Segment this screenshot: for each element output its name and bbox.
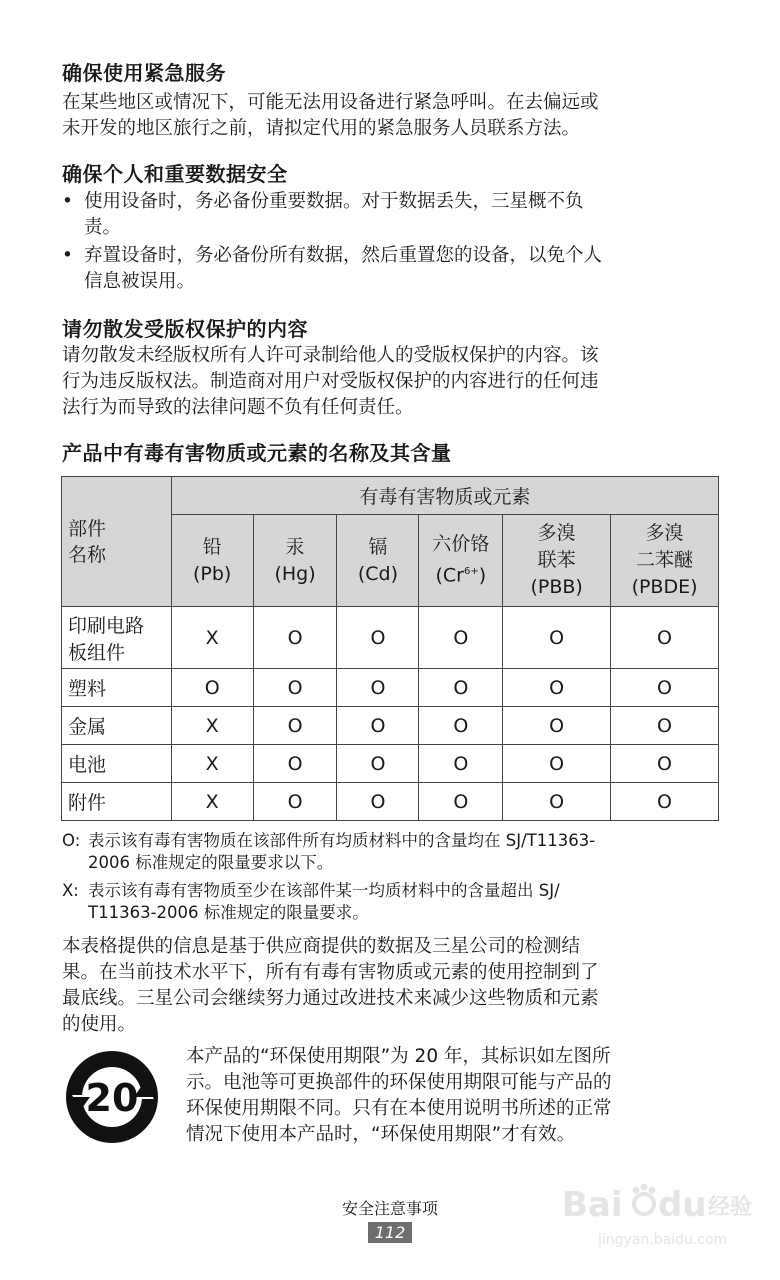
info-paragraph	[62, 934, 722, 1038]
table-cell: O	[337, 607, 419, 669]
table-cell: O	[611, 745, 719, 783]
table-cell: O	[337, 783, 419, 821]
table-group-header-row	[62, 477, 719, 515]
column-header-line: 汞	[285, 535, 305, 558]
eco-period-paragraph	[186, 1044, 726, 1148]
cr-close: )	[478, 564, 487, 587]
table-cell: O	[503, 745, 611, 783]
table-cell: O	[419, 783, 503, 821]
table-cell: X	[171, 745, 253, 783]
table-cell: O	[253, 707, 337, 745]
copyright-line-3: 法行为而导致的法律问题不负有任何责任。	[62, 397, 414, 418]
column-header-line: 联苯	[537, 549, 576, 571]
table-cell: O	[419, 745, 503, 783]
table-row	[62, 669, 719, 707]
paw-icon	[633, 1184, 656, 1215]
cr-charge: 6+	[463, 566, 479, 578]
bullet-line: 使用设备时，务必备份重要数据。对于数据丢失，三星概不负	[84, 191, 584, 212]
column-header-cd	[337, 515, 419, 607]
eco-line: 示。电池等可更换部件的环保使用期限可能与产品的	[186, 1072, 612, 1093]
watermark-paw: du	[658, 1185, 707, 1225]
watermark-brand: Bai	[562, 1185, 623, 1225]
column-header-line	[419, 558, 502, 589]
part-name-header	[62, 477, 172, 607]
table-cell: O	[503, 707, 611, 745]
column-header-line: 多溴	[645, 522, 684, 544]
copyright-line-1: 请勿散发未经版权所有人许可录制给他人的受版权保护的内容。该	[62, 345, 599, 366]
note-line: 2006 标准规定的限量要求以下。	[88, 853, 334, 872]
eco-period-20-icon	[60, 1045, 164, 1149]
table-cell: O	[419, 707, 503, 745]
bullet-dot: •	[62, 191, 73, 212]
row-part-name: 附件	[62, 783, 172, 821]
row-part-name: 金属	[62, 707, 172, 745]
table-cell: O	[171, 669, 253, 707]
table-row	[62, 607, 719, 669]
column-header-line: (Hg)	[274, 562, 316, 585]
eco-line: 情况下使用本产品时，“环保使用期限”才有效。	[186, 1124, 576, 1145]
table-cell: O	[611, 669, 719, 707]
eco-line: 本产品的“环保使用期限”为 20 年，其标识如左图所	[186, 1046, 611, 1067]
row-part-name: 电池	[62, 745, 172, 783]
bullet-dot: •	[62, 245, 73, 266]
column-header-line: 镉	[368, 535, 388, 558]
bullet-item-disposal	[62, 243, 722, 295]
eco-line: 环保使用期限不同。只有在本使用说明书所述的正常	[186, 1098, 612, 1119]
emergency-line-2: 未开发的地区旅行之前，请拟定代用的紧急服务人员联系方法。	[62, 118, 581, 139]
table-cell: O	[337, 707, 419, 745]
note-x	[62, 880, 722, 924]
table-cell: O	[611, 783, 719, 821]
note-key: X:	[62, 881, 79, 900]
table-cell: O	[253, 783, 337, 821]
column-header-line: 六价铬	[432, 533, 490, 556]
column-header-line: (PBB)	[530, 576, 583, 598]
row-part-name: 塑料	[62, 669, 172, 707]
emergency-heading: 确保使用紧急服务	[62, 61, 226, 85]
hazardous-heading: 产品中有毒有害物质或元素的名称及其含量	[62, 441, 452, 465]
watermark-url: jingyan.baidu.com	[598, 1232, 728, 1248]
footer-section-title: 安全注意事项	[341, 1199, 438, 1218]
table-cell: X	[171, 707, 253, 745]
table-cell: X	[171, 607, 253, 669]
cr-symbol: (Cr	[435, 564, 464, 587]
table-cell: O	[253, 669, 337, 707]
table-cell: O	[337, 669, 419, 707]
column-header-hg	[253, 515, 337, 607]
part-name-header-line: 名称	[68, 543, 107, 566]
info-line: 果。在当前技术水平下，所有有毒有害物质或元素的使用控制到了	[62, 962, 599, 983]
column-header-pbde	[611, 515, 719, 607]
bullet-line: 信息被误用。	[84, 271, 196, 292]
note-line: T11363-2006 标准规定的限量要求。	[88, 903, 369, 922]
table-row	[62, 707, 719, 745]
copyright-heading: 请勿散发受版权保护的内容	[62, 317, 308, 341]
bullet-item-backup	[62, 189, 722, 241]
column-header-line: 铅	[202, 535, 222, 558]
table-row	[62, 745, 719, 783]
eco-period-number: 20	[85, 1076, 139, 1120]
emergency-line-1: 在某些地区或情况下，可能无法用设备进行紧急呼叫。在去偏远或	[62, 92, 599, 113]
copyright-paragraph	[62, 343, 722, 421]
note-o	[62, 830, 722, 874]
hazardous-substance-table	[61, 476, 719, 821]
watermark-cn: 经验	[708, 1195, 753, 1220]
info-line: 本表格提供的信息是基于供应商提供的数据及三星公司的检测结	[62, 936, 581, 957]
note-line: 表示该有毒有害物质在该部件所有均质材料中的含量均在 SJ/T11363-	[88, 831, 596, 850]
table-cell: O	[503, 669, 611, 707]
info-line: 的使用。	[62, 1014, 137, 1035]
table-cell: O	[611, 707, 719, 745]
column-header-line: (PBDE)	[631, 576, 698, 598]
column-header-line: 多溴	[537, 522, 576, 544]
copyright-line-2: 行为违反版权法。制造商对用户对受版权保护的内容进行的任何违	[62, 371, 599, 392]
note-key: O:	[62, 831, 81, 850]
column-header-line: (Cd)	[357, 562, 398, 585]
info-line: 最底线。三星公司会继续努力通过改进技术来减少这些物质和元素	[62, 988, 599, 1009]
table-cell: O	[503, 607, 611, 669]
table-cell: X	[171, 783, 253, 821]
baidu-jingyan-watermark-icon	[558, 1172, 758, 1252]
table-row	[62, 783, 719, 821]
table-cell: O	[611, 607, 719, 669]
part-name-header-line: 部件	[68, 517, 107, 540]
table-cell: O	[337, 745, 419, 783]
substance-group-header: 有毒有害物质或元素	[171, 477, 718, 515]
column-header-pbb	[503, 515, 611, 607]
bullet-line: 责。	[84, 217, 122, 238]
table-cell: O	[419, 669, 503, 707]
data-security-heading: 确保个人和重要数据安全	[62, 162, 288, 186]
column-header-pb	[171, 515, 253, 607]
table-cell: O	[253, 745, 337, 783]
table-cell: O	[503, 783, 611, 821]
row-part-name	[62, 607, 172, 669]
note-line: 表示该有毒有害物质至少在该部件某一均质材料中的含量超出 SJ/	[88, 881, 560, 900]
bullet-line: 弃置设备时，务必备份所有数据，然后重置您的设备，以免个人	[84, 245, 603, 266]
column-header-line: 二苯醚	[636, 549, 694, 571]
emergency-paragraph	[62, 90, 722, 142]
column-header-line: (Pb)	[193, 562, 232, 585]
page-number: 112	[368, 1222, 412, 1243]
row-part-name-line: 印刷电路	[68, 614, 145, 637]
table-cell: O	[253, 607, 337, 669]
row-part-name-line: 板组件	[68, 641, 126, 664]
column-header-cr6	[419, 515, 503, 607]
table-cell: O	[419, 607, 503, 669]
